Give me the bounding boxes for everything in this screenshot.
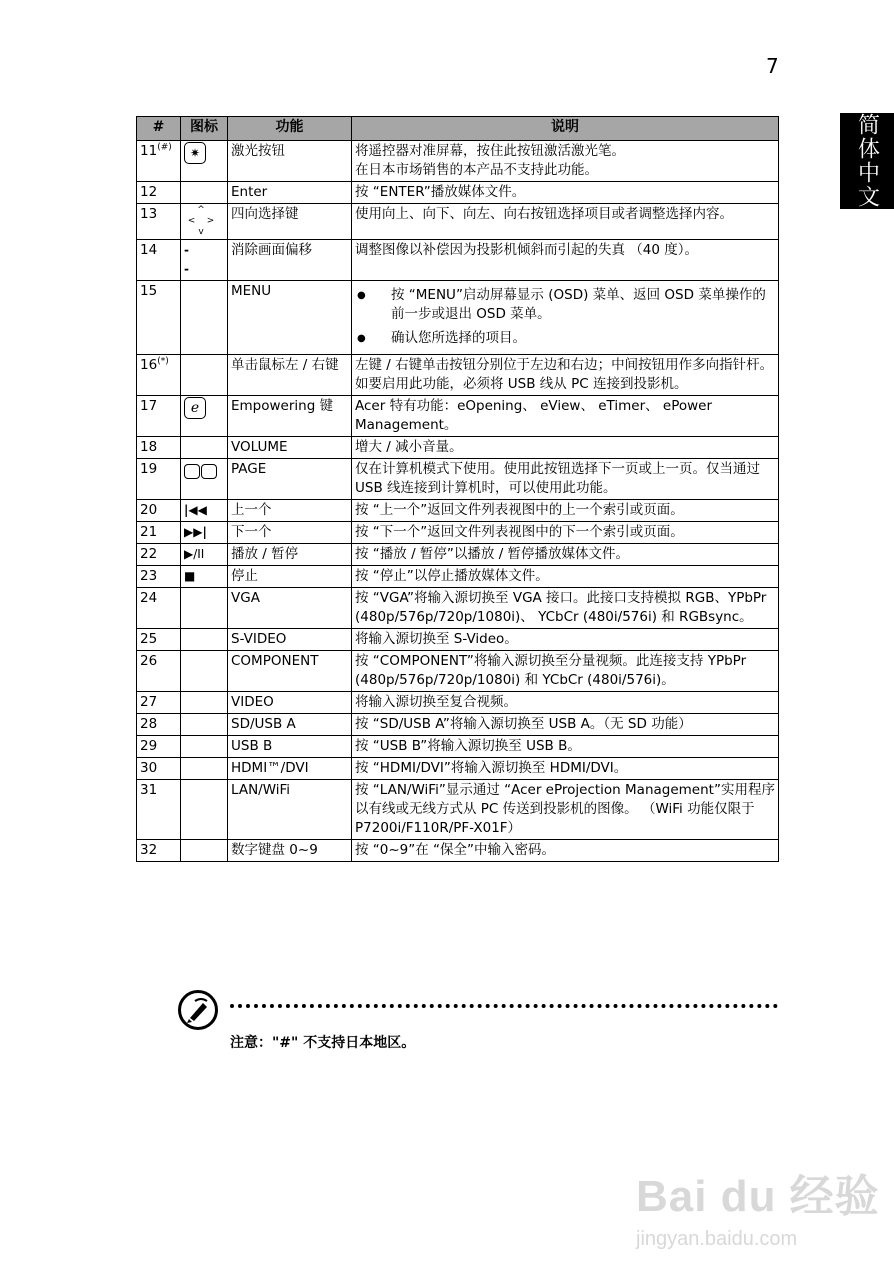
row-number-text: 31 [140,782,158,798]
icon-cell-empty [181,182,228,204]
function-name: 停止 [228,566,352,588]
row-number-text: 11 [140,143,158,159]
row-number [137,281,181,355]
row-number-text: 14 [140,242,158,258]
function-description: Acer 特有功能：eOpening、 eView、 eTimer、 ePower Management。 [352,396,779,437]
function-description: 调整图像以补偿因为投影机倾斜而引起的失真 （40 度）。 [352,240,779,281]
row-number-text: 18 [140,439,158,455]
function-name: VGA [228,588,352,629]
function-name: VIDEO [228,692,352,714]
header-icon: 图标 [181,117,228,141]
icon-cell-empty [181,437,228,459]
row-number [137,566,181,588]
table-row [137,714,779,736]
row-number [137,240,181,281]
function-name: HDMI™/DVI [228,758,352,780]
row-number [137,840,181,862]
icon-cell-empty [181,692,228,714]
function-name: 消除画面偏移 [228,240,352,281]
function-name: 单击鼠标左 / 右键 [228,355,352,396]
header-function: 功能 [228,117,352,141]
row-number [137,714,181,736]
row-number-text: 13 [140,206,158,222]
language-tab: 简体中文 [840,113,894,209]
table-row [137,396,779,437]
function-name: 数字键盘 0~9 [228,840,352,862]
table-row [137,437,779,459]
row-number-text: 27 [140,694,158,710]
table-row [137,692,779,714]
table-row [137,182,779,204]
row-number-text: 12 [140,184,158,200]
row-number [137,396,181,437]
table-row [137,459,779,500]
function-description: 按 “下一个”返回文件列表视图中的下一个索引或页面。 [352,522,779,544]
row-number-text: 20 [140,502,158,518]
row-number-text: 26 [140,653,158,669]
function-description: 使用向上、向下、向左、向右按钮选择项目或者调整选择内容。 [352,204,779,240]
icon-cell-empty [181,355,228,396]
function-name: LAN/WiFi [228,780,352,840]
table-row [137,355,779,396]
table-header-row [137,117,779,141]
function-description: 按 “停止”以停止播放媒体文件。 [352,566,779,588]
row-number [137,780,181,840]
function-description: 按 “0~9”在 “保全”中输入密码。 [352,840,779,862]
table-row [137,651,779,692]
row-number [137,182,181,204]
function-description: 按 “USB B”将输入源切换至 USB B。 [352,736,779,758]
function-name: Enter [228,182,352,204]
row-number-footnote: (#) [157,142,172,153]
function-description: 将输入源切换至 S-Video。 [352,629,779,651]
icon-cell-empty [181,780,228,840]
table-row [137,204,779,240]
previous-icon: |◀◀ [181,500,228,522]
row-number [137,692,181,714]
row-number [137,141,181,182]
function-name: SD/USB A [228,714,352,736]
watermark-url: jingyan.baidu.com [636,1228,798,1250]
stop-icon: ■ [181,566,228,588]
page-number: 7 [766,54,779,78]
icon-cell-empty [181,736,228,758]
function-name: USB B [228,736,352,758]
row-number [137,459,181,500]
table-row [137,840,779,862]
function-name: VOLUME [228,437,352,459]
direction-pad-icon: ^ < > v [181,204,228,240]
table-row [137,588,779,629]
row-number [137,522,181,544]
icon-cell-empty [181,629,228,651]
function-description: 按 “上一个”返回文件列表视图中的上一个索引或页面。 [352,500,779,522]
note-text: 注意："#" 不支持日本地区。 [230,1035,416,1051]
laser-icon: ✷ [181,141,228,182]
keystone-icon: - - [181,240,228,281]
function-description: 左键 / 右键单击按钮分别位于左边和右边；中间按钮用作多向指针杆。如要启用此功能，必须将 USB 线从 PC 连接到投影机。 [352,355,779,396]
icon-cell-empty [181,588,228,629]
row-number [137,651,181,692]
table-row [137,758,779,780]
function-name: COMPONENT [228,651,352,692]
function-description: 按 “VGA”将输入源切换至 VGA 接口。此接口支持模拟 RGB、YPbPr (480p/576p/720p/1080i)、 YCbCr (480i/576i) 和 RGBsync。 [352,588,779,629]
next-icon: ▶▶| [181,522,228,544]
function-name: Empowering 键 [228,396,352,437]
row-number-text: 32 [140,842,158,858]
row-number-text: 25 [140,631,158,647]
note-divider [230,1004,778,1008]
function-description: 按 “HDMI/DVI”将输入源切换至 HDMI/DVI。 [352,758,779,780]
row-number-text: 24 [140,590,158,606]
empowering-icon: e [181,396,228,437]
table-row [137,240,779,281]
play-pause-icon: ▶/II [181,544,228,566]
row-number [137,758,181,780]
function-name: S-VIDEO [228,629,352,651]
function-name: 播放 / 暂停 [228,544,352,566]
row-number [137,355,181,396]
function-description: 按 “SD/USB A”将输入源切换至 USB A。（无 SD 功能） [352,714,779,736]
icon-cell-empty [181,840,228,862]
icon-cell-empty [181,651,228,692]
function-description: 按 “COMPONENT”将输入源切换至分量视频。此连接支持 YPbPr (480p/576p/720p/1080i) 和 YCbCr (480i/576i)。 [352,651,779,692]
row-number [137,544,181,566]
table-row [137,629,779,651]
table-row [137,736,779,758]
header-description: 说明 [352,117,779,141]
row-number-text: 21 [140,524,158,540]
row-number [137,629,181,651]
row-number-text: 29 [140,738,158,754]
page-icon [181,459,228,500]
function-description: 按 “ENTER”播放媒体文件。 [352,182,779,204]
function-description: 将输入源切换至复合视频。 [352,692,779,714]
table-row [137,281,779,355]
header-number: # [137,117,181,141]
row-number [137,588,181,629]
row-number [137,437,181,459]
function-name: PAGE [228,459,352,500]
row-number-text: 15 [140,283,158,299]
note-pen-icon [178,990,218,1030]
table-row [137,522,779,544]
watermark-brand: Bai du 经验 [636,1172,880,1221]
icon-cell-empty [181,281,228,355]
table-row [137,780,779,840]
function-description: 按 “LAN/WiFi”显示通过 “Acer eProjection Management”实用程序以有线或无线方式从 PC 传送到投影机的图像。 （WiFi 功能仅限于 P7200i/F110R/PF-X01F） [352,780,779,840]
function-description: 按 “播放 / 暂停”以播放 / 暂停播放媒体文件。 [352,544,779,566]
remote-control-table [136,116,779,862]
row-number-text: 30 [140,760,158,776]
function-description: 增大 / 减小音量。 [352,437,779,459]
description-bullet: ● 按 “MENU”启动屏幕显示 (OSD) 菜单、返回 OSD 菜单操作的前一步或退出 OSD 菜单。 [355,286,775,324]
row-number-text: 16 [140,357,158,373]
icon-cell-empty [181,714,228,736]
function-description: 仅在计算机模式下使用。使用此按钮选择下一页或上一页。仅当通过 USB 线连接到计算机时，可以使用此功能。 [352,459,779,500]
row-number-text: 17 [140,398,158,414]
function-name: 上一个 [228,500,352,522]
function-description [352,281,779,355]
function-name: 下一个 [228,522,352,544]
function-description: 将遥控器对准屏幕，按住此按钮激活激光笔。 在日本市场销售的本产品不支持此功能。 [352,141,779,182]
row-number [137,204,181,240]
watermark [636,1160,880,1251]
row-number-text: 28 [140,716,158,732]
description-bullet: ● 确认您所选择的项目。 [355,329,775,348]
table-row [137,544,779,566]
function-name: MENU [228,281,352,355]
row-number-footnote: (*) [157,356,169,367]
table-row [137,566,779,588]
row-number-text: 23 [140,568,158,584]
function-name: 激光按钮 [228,141,352,182]
table-row [137,141,779,182]
row-number [137,736,181,758]
row-number-text: 22 [140,546,158,562]
icon-cell-empty [181,758,228,780]
row-number [137,500,181,522]
function-name: 四向选择键 [228,204,352,240]
row-number-text: 19 [140,461,158,477]
table-row [137,500,779,522]
